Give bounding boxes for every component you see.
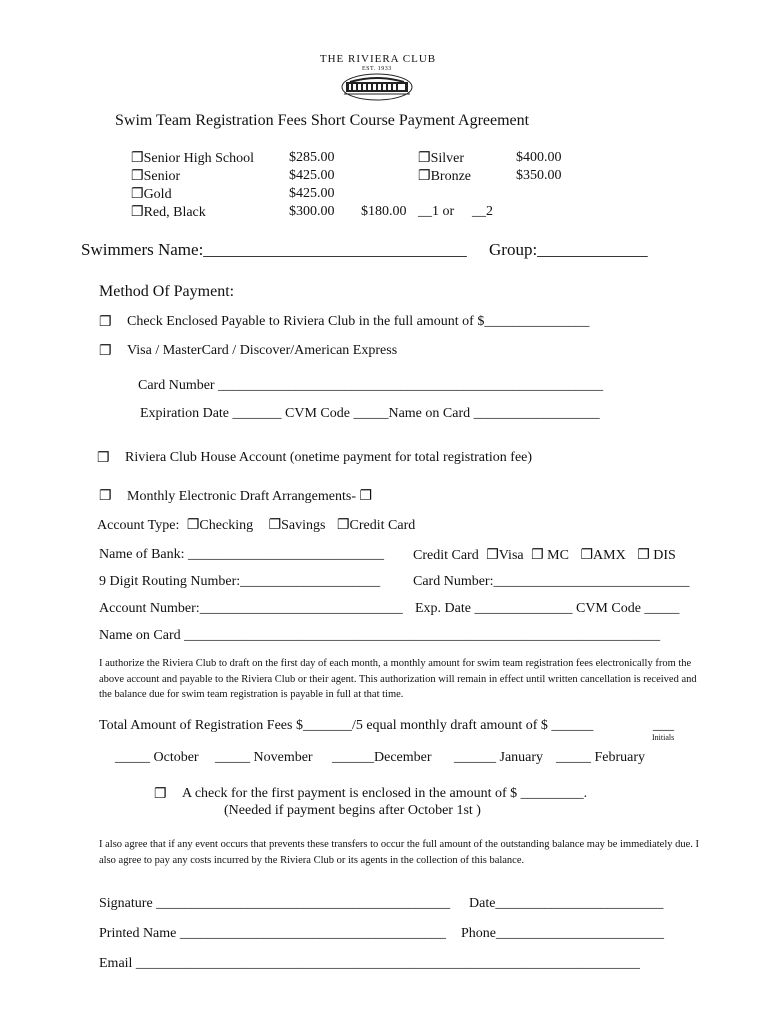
checkbox-icon[interactable]: ❐: [580, 548, 594, 563]
printed-name-field[interactable]: Printed Name ______________________________________: [99, 926, 446, 941]
checkbox-icon[interactable]: ❐: [131, 169, 144, 184]
fee-price: $400.00: [516, 150, 562, 165]
phone-field[interactable]: Phone________________________: [461, 926, 664, 941]
name-on-card-field[interactable]: Name on Card ____________________________________________________________________: [99, 628, 661, 643]
card-number-field[interactable]: Card Number _______________________________________________________: [138, 378, 604, 393]
club-est: EST. 1933: [362, 66, 392, 72]
checkbox-icon[interactable]: ❐: [99, 344, 112, 359]
fee-extra-option-2[interactable]: __2: [472, 204, 493, 219]
checkbox-icon[interactable]: ❐: [418, 151, 431, 166]
house-account-option: Riviera Club House Account (onetime payment for total registration fee): [125, 450, 533, 465]
checkbox-icon[interactable]: ❐: [99, 315, 112, 330]
authorization-text: I authorize the Riviera Club to draft on the first day of each month, a monthly amount for swim team registration fees electronically from the above account and payable to the Riviera Club or their agent. This authorization will remain in effect until written cancellation is received and the balance due for swim team registration is payable in full at that time.: [99, 658, 697, 700]
card-type-row: Credit Card ❐Visa ❐ MC ❐AMX ❐ DIS: [413, 548, 676, 563]
checkbox-icon[interactable]: ❐: [268, 518, 282, 533]
exp-date-field[interactable]: Exp. Date ______________ CVM Code _____: [415, 601, 680, 616]
date-field[interactable]: Date________________________: [469, 896, 664, 911]
agreement-text: I also agree that if any event occurs that prevents these transfers to occur the full amount of the outstanding balance may be immediately due. I also agree to pay any costs incurred by the Riviera Club or its agents in the collection of this balance.: [99, 839, 700, 866]
group-field[interactable]: Group:_____________: [489, 240, 648, 259]
page-title: Swim Team Registration Fees Short Course Payment Agreement: [115, 112, 530, 129]
fee-price: $350.00: [516, 168, 562, 183]
month-december[interactable]: ______December: [332, 750, 432, 765]
payment-heading: Method Of Payment:: [99, 283, 235, 300]
fee-option-bronze[interactable]: ❐Bronze: [418, 169, 471, 184]
account-number-field[interactable]: Account Number:_____________________________: [99, 601, 403, 616]
fee-extra-option-1[interactable]: __1 or: [418, 204, 455, 219]
bank-name-field[interactable]: Name of Bank: ____________________________: [99, 547, 385, 562]
club-name: THE RIVIERA CLUB: [319, 53, 437, 65]
checkbox-icon[interactable]: ❐: [531, 548, 544, 563]
checkbox-icon[interactable]: ❐: [637, 548, 650, 563]
account-type-row: Account Type: ❐Checking ❐Savings ❐Credit Card: [97, 518, 416, 533]
checkbox-icon[interactable]: ❐: [99, 489, 112, 504]
routing-number-field[interactable]: 9 Digit Routing Number:____________________: [99, 574, 381, 589]
checkbox-icon[interactable]: ❐: [359, 489, 373, 504]
checkbox-icon[interactable]: ❐: [336, 518, 350, 533]
checkbox-icon[interactable]: ❐: [131, 187, 144, 202]
expiration-field[interactable]: Expiration Date _______ CVM Code _____Name on Card __________________: [140, 406, 600, 421]
checkbox-icon[interactable]: ❐: [154, 787, 167, 802]
savings-option[interactable]: ❐Savings: [268, 518, 326, 533]
club-logo: [340, 72, 414, 102]
checkbox-icon[interactable]: ❐: [131, 205, 144, 220]
dis-option[interactable]: ❐ DIS: [637, 548, 676, 563]
fee-option-red-black[interactable]: ❐Red, Black: [131, 205, 206, 220]
fee-price: $425.00: [289, 186, 335, 201]
first-payment-note: (Needed if payment begins after October 1st ): [224, 803, 481, 818]
checkbox-icon[interactable]: ❐: [486, 548, 499, 563]
fee-price: $425.00: [289, 168, 335, 183]
fee-option-silver[interactable]: ❐Silver: [418, 151, 465, 166]
month-february[interactable]: _____ February: [556, 750, 646, 765]
month-october[interactable]: _____ October: [115, 750, 199, 765]
fee-option-senior[interactable]: ❐Senior: [131, 169, 181, 184]
visa-option[interactable]: ❐Visa: [486, 548, 524, 563]
fee-price: $285.00: [289, 150, 335, 165]
email-field[interactable]: Email ________________________________________________________________________: [99, 956, 640, 971]
checkbox-icon[interactable]: ❐: [186, 518, 200, 533]
fee-option-gold[interactable]: ❐Gold: [131, 187, 172, 202]
checkbox-icon[interactable]: ❐: [418, 169, 431, 184]
month-january[interactable]: ______ January: [454, 750, 544, 765]
fee-extra-price: $180.00: [361, 204, 407, 219]
checking-option[interactable]: ❐Checking: [186, 518, 254, 533]
card-number-field-2[interactable]: Card Number:____________________________: [413, 574, 690, 589]
signature-field[interactable]: Signature __________________________________________: [99, 896, 451, 911]
amx-option[interactable]: ❐AMX: [580, 548, 626, 563]
initials-field[interactable]: ___: [653, 718, 674, 733]
first-payment-text: A check for the first payment is enclosed in the amount of $ _________.: [182, 786, 588, 801]
checkbox-icon[interactable]: ❐: [97, 451, 110, 466]
monthly-draft-option: Monthly Electronic Draft Arrangements- ❐: [127, 489, 373, 504]
swimmer-name-field[interactable]: Swimmers Name:_______________________________: [81, 240, 467, 259]
mc-option[interactable]: ❐ MC: [531, 548, 569, 563]
fee-price: $300.00: [289, 204, 335, 219]
initials-label: Initials: [652, 733, 675, 742]
credit-card-option: Visa / MasterCard / Discover/American Express: [127, 343, 398, 358]
credit-card-type-option[interactable]: ❐Credit Card: [336, 518, 416, 533]
checkbox-icon[interactable]: ❐: [131, 151, 144, 166]
month-november[interactable]: _____ November: [215, 750, 313, 765]
check-enclosed-option: Check Enclosed Payable to Riviera Club in the full amount of $_______________: [127, 314, 590, 329]
total-amount-field[interactable]: Total Amount of Registration Fees $_______/5 equal monthly draft amount of $ ______: [99, 718, 594, 733]
fee-option-senior-high-school[interactable]: ❐Senior High School: [131, 151, 255, 166]
